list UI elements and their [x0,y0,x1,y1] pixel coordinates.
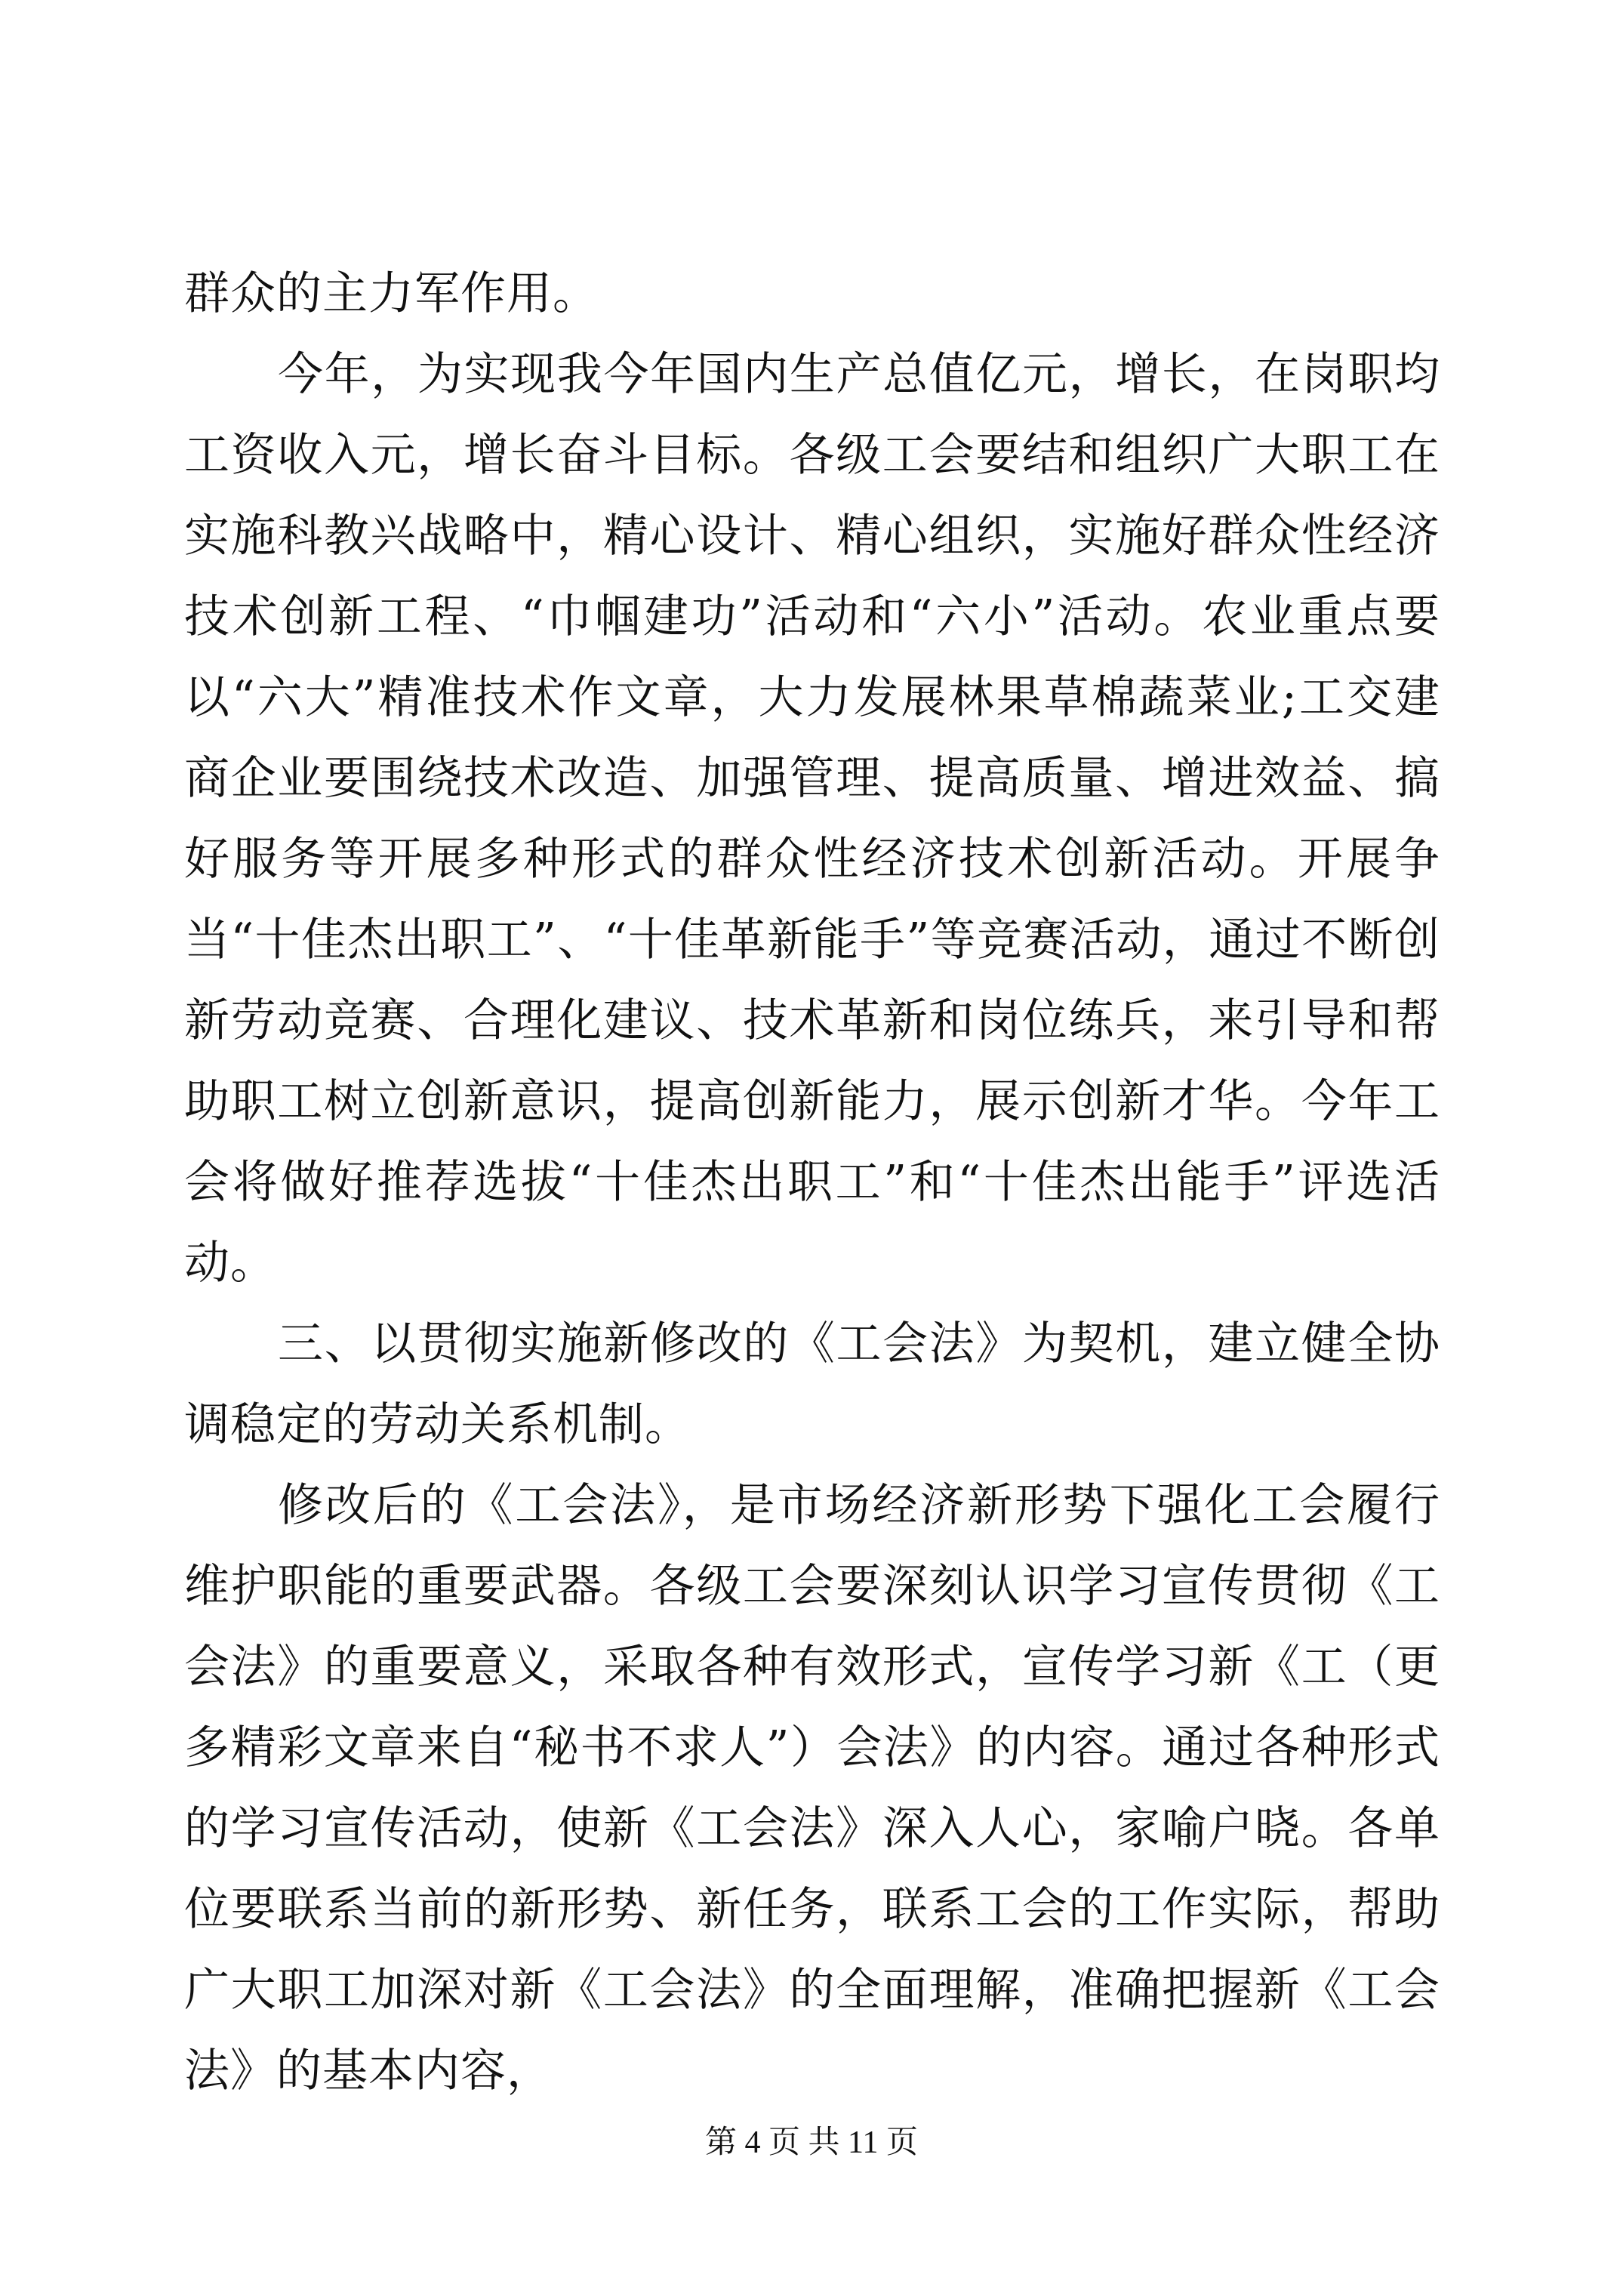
document-body [184,254,1440,2112]
paragraph-2: 今年，为实现我今年国内生产总值亿元，增长，在岗职均工资收入元，增长奋斗目标。各级工会要结和组织广大职工在实施科教兴战略中，精心设计、精心组织，实施好群众性经济技术创新工程、“巾帼建功”活动和“六小”活动。农业重点要以“六大”精准技术作文章，大力发展林果草棉蔬菜业;工交建商企业要围绕技术改造、加强管理、提高质量、增进效益、搞好服务等开展多种形式的群众性经济技术创新活动。开展争当“十佳杰出职工”、“十佳革新能手”等竞赛活动，通过不断创新劳动竞赛、合理化建议、技术革新和岗位练兵，来引导和帮助职工树立创新意识，提高创新能力，展示创新才华。今年工会将做好推荐选拔“十佳杰出职工”和“十佳杰出能手”评选活动。 [184,348,1440,1290]
page-footer [0,2122,1623,2164]
paragraph-4: 修改后的《工会法》，是市场经济新形势下强化工会履行维护职能的重要武器。各级工会要深刻认识学习宣传贯彻《工会法》的重要意义，采取各种有效形式，宣传学习新《工（更多精彩文章来自“秘书不求人”）会法》的内容。通过各种形式的学习宣传活动，使新《工会法》深入人心，家喻户晓。各单位要联系当前的新形势、新任务，联系工会的工作实际，帮助广大职工加深对新《工会法》的全面理解，准确把握新《工会法》的基本内容， [184,1479,1440,2097]
paragraph-1: 群众的主力军作用。 [184,267,599,320]
page-number: 第 4 页 共 11 页 [705,2125,918,2160]
section-heading-3: 三、以贯彻实施新修改的《工会法》为契机，建立健全协调稳定的劳动关系机制。 [184,1318,1440,1451]
